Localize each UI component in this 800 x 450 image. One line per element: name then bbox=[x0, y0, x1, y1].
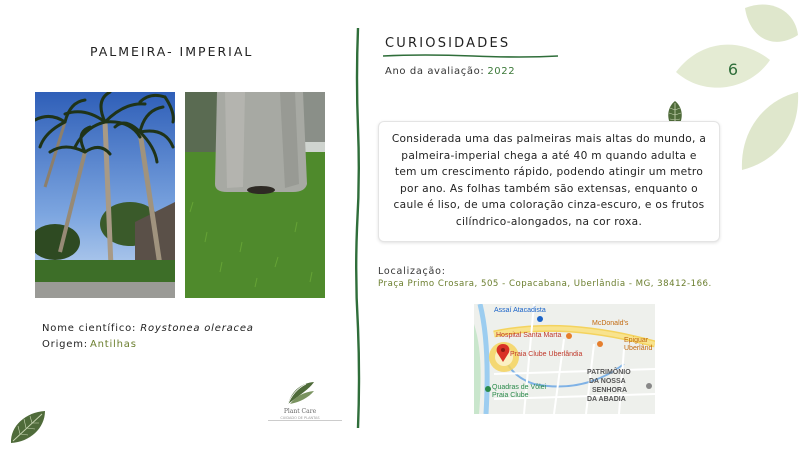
scientific-name-value: Roystonea oleracea bbox=[140, 323, 254, 334]
vertical-divider bbox=[354, 28, 362, 428]
map-label-hospital[interactable]: Hospital Santa Marta bbox=[496, 332, 562, 339]
map-label-quadras[interactable]: Quadras de Vôlei bbox=[492, 384, 547, 391]
origin-line bbox=[42, 339, 137, 350]
map-label-da-nossa: DA NOSSA bbox=[589, 378, 626, 385]
leaf-shape-1 bbox=[745, 4, 798, 41]
leaf-icon-bottom-left bbox=[8, 408, 48, 446]
map-label-da-abadia: DA ABADIA bbox=[587, 396, 626, 403]
title-underline bbox=[383, 54, 558, 58]
year-value: 2022 bbox=[487, 66, 516, 77]
curiosities-title: CURIOSIDADES bbox=[385, 36, 511, 51]
map-label-praia-clube[interactable]: Praia Clube Uberlândia bbox=[510, 351, 583, 358]
logo-tagline: CUIDADO DE PLANTAS bbox=[280, 416, 320, 420]
trunk-photo bbox=[185, 92, 325, 298]
plant-care-logo bbox=[272, 380, 342, 425]
map-label-epiguard[interactable]: Epiguar bbox=[624, 337, 649, 344]
logo-leaf-icon bbox=[286, 380, 316, 406]
evaluation-year-line bbox=[385, 66, 515, 77]
location-map[interactable] bbox=[474, 304, 655, 414]
leaf-shape-3 bbox=[742, 92, 798, 170]
map-label-mcdonalds[interactable]: McDonald's bbox=[592, 320, 629, 327]
species-title: PALMEIRA- IMPERIAL bbox=[90, 44, 254, 59]
map-label-assai[interactable]: Assaí Atacadista bbox=[494, 307, 546, 314]
location-address: Praça Primo Crosara, 505 - Copacabana, Uberlândia - MG, 38412-166. bbox=[378, 279, 712, 289]
map-label-patrimonio: PATRIMÔNIO bbox=[587, 369, 631, 376]
palm-trees-photo bbox=[35, 92, 175, 298]
scientific-name-label: Nome científico: bbox=[42, 323, 137, 334]
map-label-senhora: SENHORA bbox=[592, 387, 628, 394]
page-number: 6 bbox=[727, 60, 739, 79]
curiosity-card bbox=[378, 121, 720, 242]
year-label: Ano da avaliação: bbox=[385, 66, 485, 77]
map-label-quadras-2[interactable]: Praia Clube bbox=[492, 392, 529, 399]
scientific-name-line bbox=[42, 323, 254, 334]
map-label-epiguard-2[interactable]: Uberlând bbox=[624, 345, 653, 352]
logo-underline bbox=[268, 420, 342, 421]
logo-name: Plant Care bbox=[283, 408, 317, 415]
location-label: Localização: bbox=[378, 266, 446, 277]
origin-label: Origem: bbox=[42, 339, 88, 350]
origin-value: Antilhas bbox=[89, 339, 137, 350]
curiosity-text: Considerada uma das palmeiras mais altas do mundo, a palmeira-imperial chega a até 40 m quando adulta e tem um crescimento rápido, podendo atingir um metro por ano. As folhas também são extensas, enquanto o caule é liso, de uma coloração cinza-escuro, e os frutos cilíndrico-alongados, na cor roxa. bbox=[391, 133, 707, 228]
